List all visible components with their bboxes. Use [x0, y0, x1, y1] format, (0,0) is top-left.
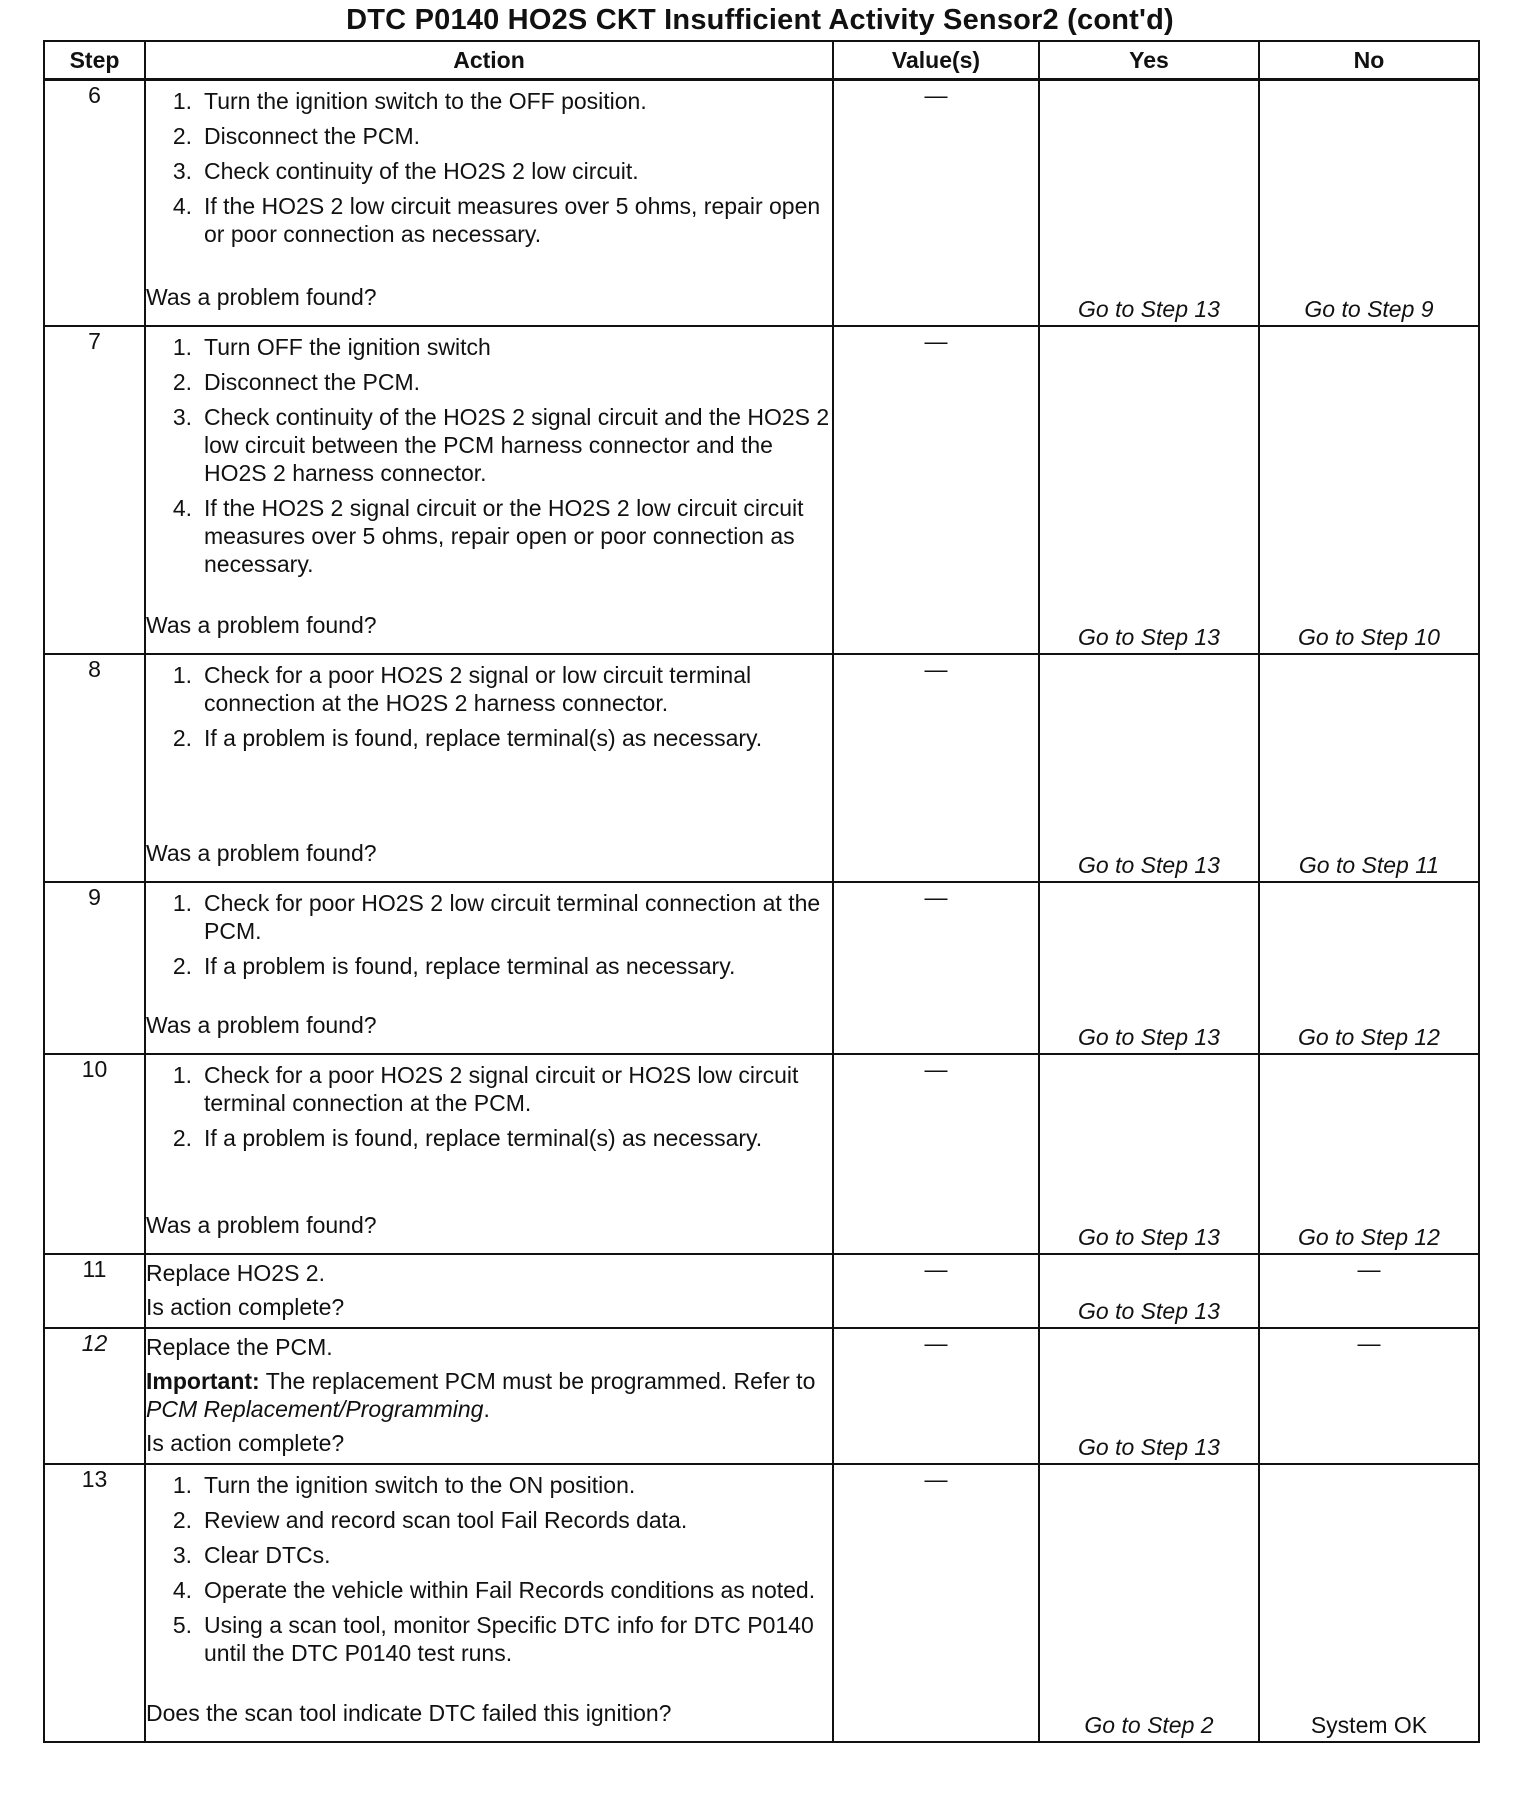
action-cell: [145, 1464, 833, 1742]
step-number: 6: [44, 80, 145, 326]
no-cell: —: [1259, 1328, 1479, 1464]
yes-goto: Go to Step 2: [1084, 1711, 1214, 1738]
yes-goto: Go to Step 13: [1078, 1433, 1220, 1460]
table-row: [44, 654, 1479, 882]
no-goto: Go to Step 12: [1298, 1223, 1440, 1250]
no-cell: [1259, 1054, 1479, 1254]
question-text: Is action complete?: [146, 1293, 345, 1320]
step-number: 11: [44, 1254, 145, 1328]
value-cell: —: [833, 1464, 1039, 1742]
no-cell: [1259, 654, 1479, 882]
header-action: Action: [145, 41, 833, 80]
no-cell: [1259, 80, 1479, 326]
no-goto: Go to Step 12: [1298, 1023, 1440, 1050]
action-item: 1. Check for poor HO2S 2 low circuit terminal connection at the PCM.: [172, 889, 821, 944]
important-note: Important: The replacement PCM must be programmed. Refer to PCM Replacement/Programming.: [146, 1367, 816, 1422]
question-text: Was a problem found?: [146, 284, 377, 310]
value-cell: —: [833, 326, 1039, 654]
action-item: 3. Check continuity of the HO2S 2 signal circuit and the HO2S 2 low circuit between the PCM harness connector and the HO2S 2 harness connector.: [172, 403, 830, 486]
action-item: 1. Check for a poor HO2S 2 signal circuit or HO2S low circuit terminal connection at the PCM.: [172, 1061, 799, 1116]
header-no: No: [1259, 41, 1479, 80]
action-cell: [145, 1328, 833, 1464]
yes-goto: Go to Step 13: [1078, 295, 1220, 322]
action-item: 2. Disconnect the PCM.: [172, 123, 421, 149]
question-text: Was a problem found?: [146, 839, 377, 866]
action-item: 2. If a problem is found, replace terminal as necessary.: [172, 952, 736, 979]
question-text: Is action complete?: [146, 1429, 345, 1456]
important-label: Important:: [146, 1367, 260, 1394]
no-goto: Go to Step 10: [1298, 623, 1440, 650]
action-item: 4. If the HO2S 2 low circuit measures over 5 ohms, repair open or poor connection as necessary.: [172, 193, 821, 247]
step-number: 9: [44, 882, 145, 1054]
value-cell: —: [833, 80, 1039, 326]
no-cell: [1259, 882, 1479, 1054]
action-text: Replace the PCM.: [146, 1333, 333, 1360]
action-item: 3. Check continuity of the HO2S 2 low circuit.: [172, 158, 639, 184]
yes-goto: Go to Step 13: [1078, 1023, 1220, 1050]
diagnostic-table: [43, 40, 1480, 1743]
yes-cell: [1039, 882, 1259, 1054]
action-item: 2. If a problem is found, replace terminal(s) as necessary.: [172, 724, 763, 751]
no-goto: Go to Step 11: [1298, 851, 1440, 878]
step-number: 12: [44, 1328, 145, 1464]
action-item: 2. Disconnect the PCM.: [172, 368, 421, 395]
action-text: Replace HO2S 2.: [146, 1259, 325, 1286]
action-item: 5. Using a scan tool, monitor Specific DTC info for DTC P0140 until the DTC P0140 test runs.: [172, 1611, 814, 1666]
step-number: 13: [44, 1464, 145, 1742]
action-cell: [145, 1054, 833, 1254]
value-cell: —: [833, 1254, 1039, 1328]
yes-cell: [1039, 1328, 1259, 1464]
value-cell: —: [833, 1054, 1039, 1254]
action-item: 2. Review and record scan tool Fail Records data.: [172, 1506, 688, 1533]
no-cell: [1259, 326, 1479, 654]
action-cell: [145, 882, 833, 1054]
no-cell: [1259, 1464, 1479, 1742]
question-text: Was a problem found?: [146, 1011, 377, 1038]
yes-cell: [1039, 1254, 1259, 1328]
action-item: 3. Clear DTCs.: [172, 1541, 331, 1568]
value-cell: —: [833, 1328, 1039, 1464]
question-text: Was a problem found?: [146, 1211, 377, 1238]
header-values: Value(s): [833, 41, 1039, 80]
value-cell: —: [833, 654, 1039, 882]
step-number: 10: [44, 1054, 145, 1254]
yes-cell: [1039, 326, 1259, 654]
yes-goto: Go to Step 13: [1078, 851, 1220, 878]
yes-cell: [1039, 654, 1259, 882]
table-row: [44, 80, 1479, 326]
yes-cell: [1039, 80, 1259, 326]
no-result: System OK: [1310, 1711, 1428, 1738]
table-row: [44, 1328, 1479, 1464]
no-goto: Go to Step 9: [1304, 295, 1434, 322]
step-number: 8: [44, 654, 145, 882]
step-number: 7: [44, 326, 145, 654]
header-row: [44, 41, 1479, 80]
table-row: [44, 882, 1479, 1054]
action-item: 4. Operate the vehicle within Fail Records conditions as noted.: [172, 1576, 816, 1603]
no-cell: —: [1259, 1254, 1479, 1328]
yes-goto: Go to Step 13: [1078, 623, 1220, 650]
question-text: Was a problem found?: [146, 611, 377, 638]
action-cell: [145, 1254, 833, 1328]
table-row: [44, 326, 1479, 654]
table-row: [44, 1054, 1479, 1254]
action-item: 1. Turn the ignition switch to the OFF position.: [172, 88, 647, 114]
action-item: 4. If the HO2S 2 signal circuit or the HO2S 2 low circuit circuit measures over 5 ohms, repair open or poor connection as necessary.: [172, 494, 804, 577]
action-cell: [145, 326, 833, 654]
reference-link: PCM Replacement/Programming: [146, 1395, 484, 1422]
question-text: Does the scan tool indicate DTC failed this ignition?: [146, 1699, 672, 1726]
value-cell: —: [833, 882, 1039, 1054]
header-step: Step: [44, 41, 145, 80]
table-row: [44, 1464, 1479, 1742]
yes-goto: Go to Step 13: [1078, 1297, 1220, 1324]
action-cell: [145, 80, 833, 326]
yes-cell: [1039, 1054, 1259, 1254]
action-item: 1. Check for a poor HO2S 2 signal or low circuit terminal connection at the HO2S 2 harness connector.: [172, 661, 752, 716]
yes-cell: [1039, 1464, 1259, 1742]
action-cell: [145, 654, 833, 882]
action-item: 2. If a problem is found, replace terminal(s) as necessary.: [172, 1124, 763, 1151]
page-title: DTC P0140 HO2S CKT Insufficient Activity Sensor2 (cont'd): [346, 4, 1174, 36]
table-row: [44, 1254, 1479, 1328]
yes-goto: Go to Step 13: [1078, 1223, 1220, 1250]
action-item: 1. Turn the ignition switch to the ON position.: [172, 1471, 636, 1498]
action-item: 1. Turn OFF the ignition switch: [172, 333, 491, 360]
header-yes: Yes: [1039, 41, 1259, 80]
